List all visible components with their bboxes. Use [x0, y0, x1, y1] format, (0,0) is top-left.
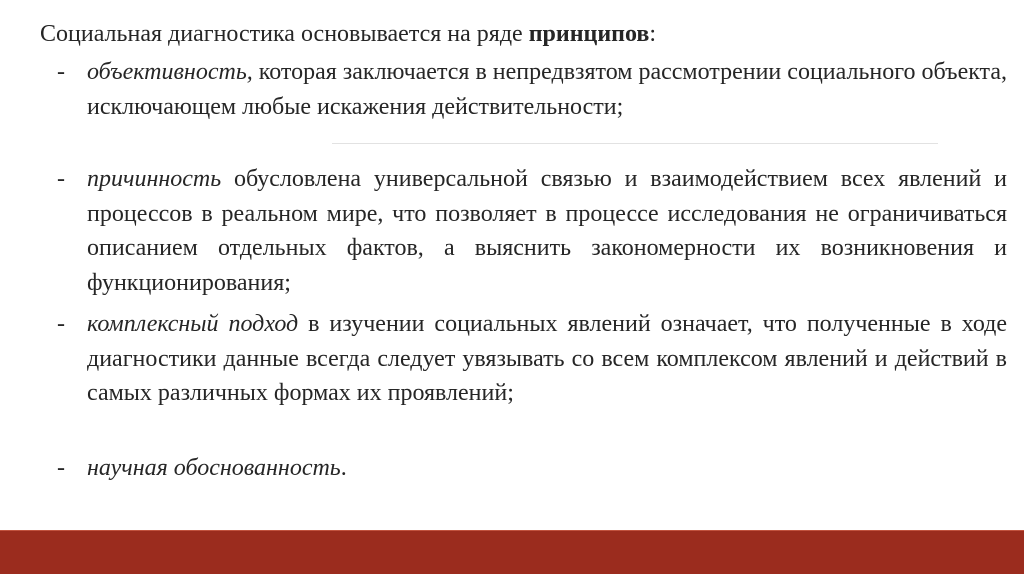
principle-body	[87, 307, 1007, 411]
principle-body	[87, 451, 1007, 486]
principle-text: .	[340, 455, 347, 481]
principle-text: которая заключается в непредвзятом рассмотрении социального объекта, исключающем любые искажения действительности;	[87, 59, 1007, 120]
list-dash: -	[57, 59, 65, 85]
principle-item-complex-approach	[57, 307, 1007, 411]
intro-line	[40, 19, 656, 49]
principle-item-scientific-validity	[57, 451, 1007, 486]
footer-bar	[0, 531, 1024, 574]
principle-term: причинность	[87, 166, 222, 192]
principle-item-objectivity	[57, 55, 1007, 124]
list-dash: -	[57, 455, 65, 481]
list-dash: -	[57, 311, 65, 337]
principle-term: научная обоснованность	[87, 455, 341, 481]
principle-body	[87, 162, 1007, 301]
intro-text: Социальная диагностика основывается на ряде	[40, 21, 529, 47]
list-dash: -	[57, 166, 65, 192]
principle-item-causality	[57, 162, 1007, 301]
principle-body	[87, 55, 1007, 124]
principle-term: комплексный подход	[87, 311, 299, 337]
intro-bold-term: принципов	[528, 21, 650, 47]
principle-text: обусловлена универсальной связью и взаимодействием всех явлений и процессов в реальном мире, что позволяет в процессе исследования не ограничиваться описанием отдельных фактов, а выяснить закономерности их возникновения и функционирования;	[87, 166, 1007, 297]
principle-text: в изучении социальных явлений означает, что полученные в ходе диагностики данные всегда следует увязывать со всем комплексом явлений и действий в самых различных формах их проявлений;	[87, 311, 1007, 407]
intro-suffix: :	[649, 21, 657, 47]
divider-line	[332, 143, 938, 144]
principle-term: объективность,	[87, 59, 253, 85]
